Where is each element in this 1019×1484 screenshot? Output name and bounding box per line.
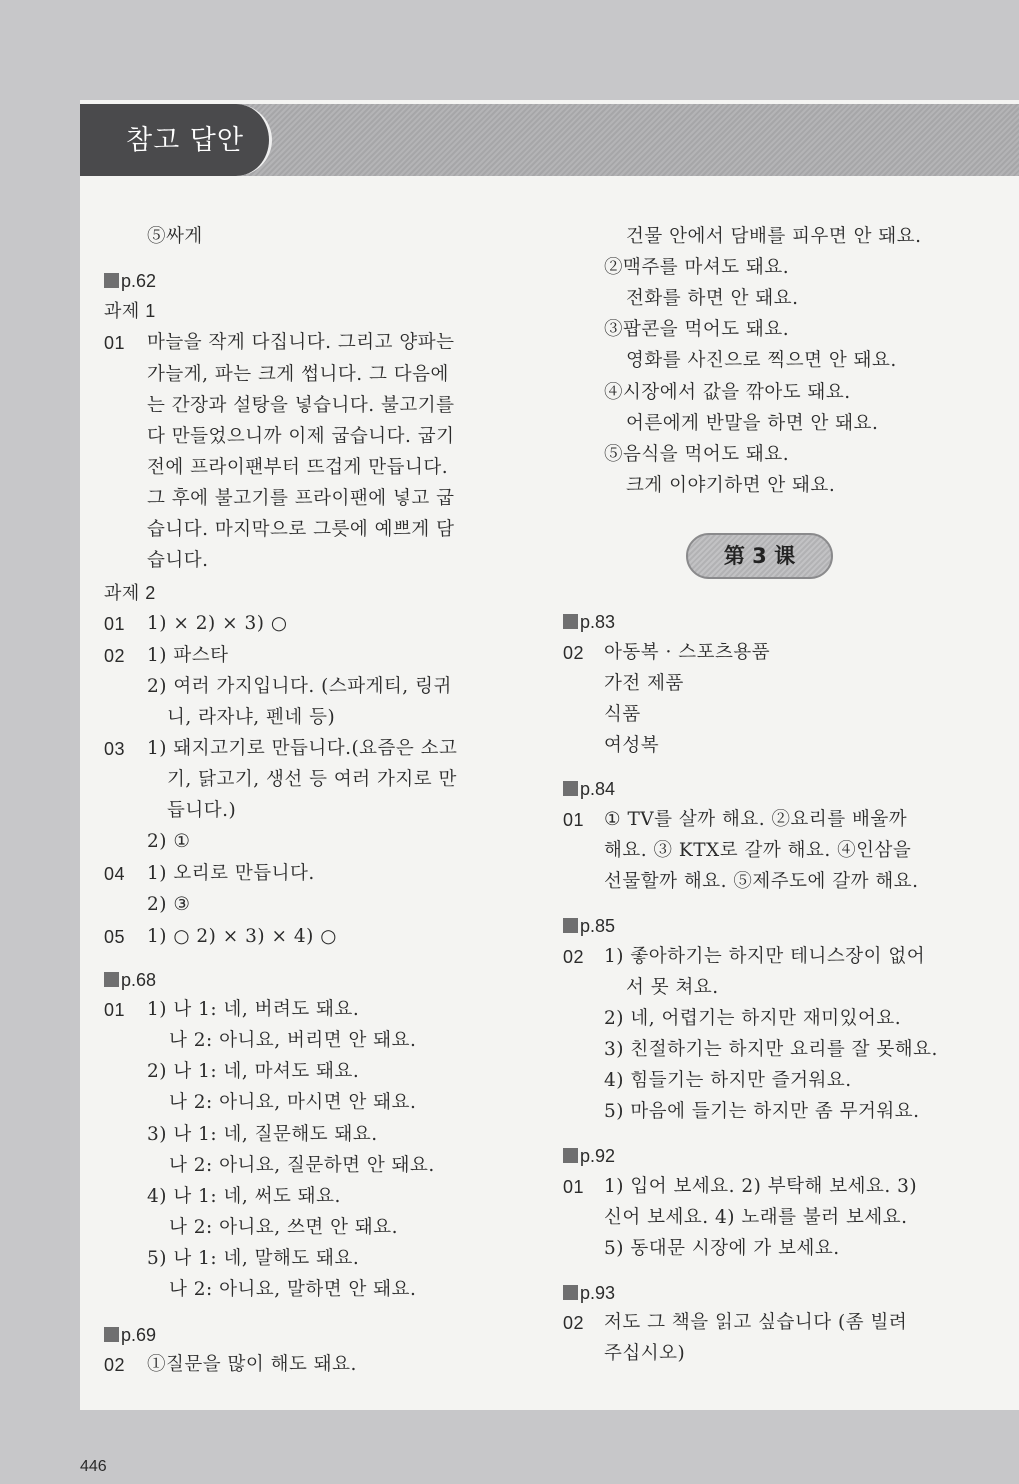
page-reference [104, 971, 156, 989]
item-label: 01 [563, 1177, 585, 1197]
answer-line: 1) 오리로 만듭니다. [147, 863, 315, 884]
lesson-badge: 第 3 课 [686, 533, 833, 579]
answer-line: 저도 그 책을 읽고 싶습니다 (좀 빌려 [604, 1312, 908, 1333]
answer-line: 습니다. 마지막으로 그릇에 예쁘게 담 [147, 519, 455, 540]
square-bullet-icon [563, 1148, 578, 1163]
answer-line: 전화를 하면 안 돼요. [626, 288, 799, 309]
answer-line: 다 만들었으니까 이제 굽습니다. 굽기 [147, 426, 455, 447]
item-label: 01 [104, 614, 126, 634]
answer-line: 나 2: 아니요, 질문하면 안 돼요. [169, 1155, 435, 1176]
square-bullet-icon [104, 972, 119, 987]
answer-line: 1) ○ 2) × 3) × 4) ○ [147, 926, 337, 947]
page-reference-label: p.68 [121, 970, 157, 990]
answer-line: 5) 동대문 시장에 가 보세요. [604, 1238, 840, 1259]
square-bullet-icon [563, 1285, 578, 1300]
item-label: 01 [104, 1000, 126, 1020]
item-label: 01 [563, 810, 585, 830]
answer-line: 가늘게, 파는 크게 썹니다. 그 다음에 [147, 364, 449, 385]
page-reference [563, 1284, 615, 1302]
item-label: 02 [563, 1313, 585, 1333]
item-label: 02 [563, 643, 585, 663]
answer-line: 나 2: 아니요, 마시면 안 돼요. [169, 1092, 417, 1113]
answer-line: 나 2: 아니요, 쓰면 안 돼요. [169, 1217, 399, 1238]
answer-line: 듭니다.) [167, 800, 237, 821]
page-reference-label: p.85 [580, 916, 616, 936]
answer-line: 3) 나 1: 네, 질문해도 돼요. [147, 1124, 378, 1145]
page-reference-label: p.93 [580, 1283, 616, 1303]
item-label: 05 [104, 927, 126, 947]
answer-line: 1) 나 1: 네, 버려도 돼요. [147, 999, 360, 1020]
answer-line: 1) 좋아하기는 하지만 테니스장이 없어 [604, 946, 926, 967]
item-label: 02 [104, 646, 126, 666]
square-bullet-icon [563, 918, 578, 933]
answer-line: 식품 [604, 704, 641, 725]
answer-line: 마늘을 작게 다집니다. 그리고 양파는 [147, 332, 455, 353]
square-bullet-icon [563, 614, 578, 629]
page-reference [563, 780, 615, 798]
item-label: 02 [563, 947, 585, 967]
answer-line: 가전 제품 [604, 673, 684, 694]
answer-line: ⑤음식을 먹어도 돼요. [604, 444, 790, 465]
answer-line: 1) 파스타 [147, 645, 229, 666]
answer-line: 1) 입어 보세요. 2) 부탁해 보세요. 3) [604, 1176, 918, 1197]
answer-line: 전에 프라이팬부터 뜨겁게 만듭니다. [147, 457, 449, 478]
answer-line: 1) × 2) × 3) ○ [147, 613, 288, 634]
answer-line: 주십시오) [604, 1343, 686, 1364]
answer-line: 선물할까 해요. ⑤제주도에 갈까 해요. [604, 871, 919, 892]
answer-line: ③팝콘을 먹어도 돼요. [604, 319, 790, 340]
answer-line: 여성복 [604, 735, 660, 756]
page-reference-label: p.83 [580, 612, 616, 632]
page-reference-label: p.69 [121, 1325, 157, 1345]
page-number: 446 [80, 1458, 107, 1475]
answer-line: 건물 안에서 담배를 피우면 안 돼요. [626, 226, 922, 247]
answer-line: 5) 마음에 들기는 하지만 좀 무거워요. [604, 1101, 920, 1122]
answer-line: 2) 네, 어렵기는 하지만 재미있어요. [604, 1008, 902, 1029]
answer-line: 해요. ③ KTX로 갈까 해요. ④인삼을 [604, 840, 912, 861]
answer-line: 3) 친절하기는 하지만 요리를 잘 못해요. [604, 1039, 938, 1060]
page-reference-label: p.84 [580, 779, 616, 799]
item-label: 03 [104, 739, 126, 759]
page-reference-label: p.62 [121, 271, 157, 291]
answer-line: 2) 여러 가지입니다. (스파게티, 링귀 [147, 676, 452, 697]
page-reference-label: p.92 [580, 1146, 616, 1166]
page-reference [104, 272, 156, 290]
square-bullet-icon [104, 1327, 119, 1342]
item-label: 04 [104, 864, 126, 884]
answer-line: ① TV를 살까 해요. ②요리를 배울까 [604, 809, 908, 830]
answer-line: ⑤싸게 [147, 226, 203, 247]
answer-line: 나 2: 아니요, 버리면 안 돼요. [169, 1030, 417, 1051]
answer-line: ②맥주를 마셔도 돼요. [604, 257, 790, 278]
answer-line: 니, 라자냐, 펜네 등) [167, 707, 336, 728]
page-reference [563, 917, 615, 935]
square-bullet-icon [563, 781, 578, 796]
answer-line: 2) ③ [147, 894, 191, 915]
answer-line: 는 간장과 설탕을 넣습니다. 불고기를 [147, 395, 455, 416]
answer-line: 영화를 사진으로 찍으면 안 돼요. [626, 350, 897, 371]
page-reference [563, 1147, 615, 1165]
answer-line: 아동복 · 스포츠용품 [604, 642, 771, 663]
answer-line: 5) 나 1: 네, 말해도 돼요. [147, 1248, 360, 1269]
square-bullet-icon [104, 273, 119, 288]
answer-line: 1) 돼지고기로 만듭니다.(요즘은 소고 [147, 738, 458, 759]
page-reference [104, 1326, 156, 1344]
answer-line: 4) 힘들기는 하지만 즐거워요. [604, 1070, 852, 1091]
page-reference [563, 613, 615, 631]
answer-line: ①질문을 많이 해도 돼요. [147, 1354, 357, 1375]
item-label: 01 [104, 333, 126, 353]
answer-line: 나 2: 아니요, 말하면 안 돼요. [169, 1279, 417, 1300]
answer-line: 그 후에 불고기를 프라이팬에 넣고 굽 [147, 488, 455, 509]
item-label: 과제 2 [104, 583, 156, 603]
answer-line: 크게 이야기하면 안 돼요. [626, 475, 836, 496]
answer-line: ④시장에서 값을 깎아도 돼요. [604, 382, 851, 403]
answer-line: 어른에게 반말을 하면 안 돼요. [626, 413, 879, 434]
item-label: 02 [104, 1355, 126, 1375]
answer-line: 2) 나 1: 네, 마셔도 돼요. [147, 1061, 360, 1082]
answer-line: 2) ① [147, 831, 191, 852]
answer-line: 신어 보세요. 4) 노래를 불러 보세요. [604, 1207, 908, 1228]
answer-line: 서 못 쳐요. [626, 977, 719, 998]
answer-line: 기, 닭고기, 생선 등 여러 가지로 만 [167, 769, 457, 790]
answer-line: 4) 나 1: 네, 써도 돼요. [147, 1186, 341, 1207]
answer-line: 습니다. [147, 550, 209, 571]
item-label: 과제 1 [104, 301, 156, 321]
page-title: 참고 답안 [126, 125, 244, 156]
